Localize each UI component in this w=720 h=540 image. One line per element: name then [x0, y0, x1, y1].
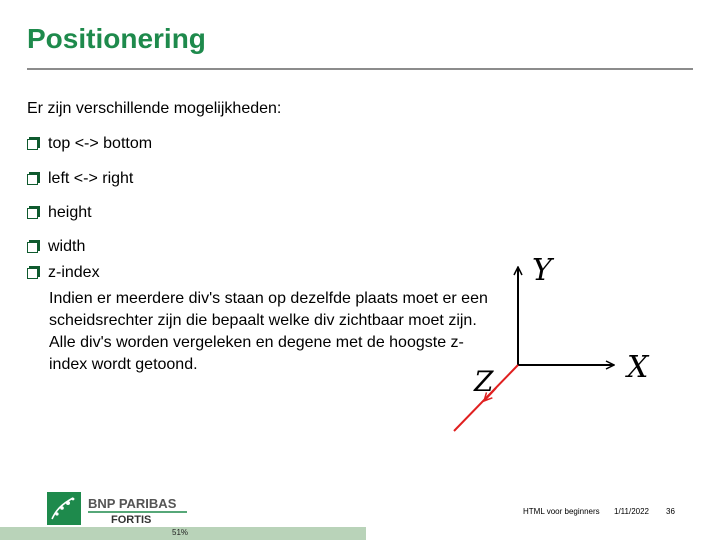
- svg-text:FORTIS: FORTIS: [111, 514, 152, 526]
- bullet-z-index: [27, 263, 100, 283]
- intro-text: Er zijn verschillende mogelijkheden:: [27, 100, 282, 117]
- zoom-level: 51%: [172, 528, 189, 537]
- z-axis-label: Z: [474, 365, 494, 398]
- y-axis-label: Y: [532, 253, 552, 288]
- checkbox-bullet-icon: [27, 206, 40, 219]
- footer-date: 1/11/2022: [614, 507, 649, 516]
- z-index-description: Indien er meerdere div's staan op dezelfde plaats moet er een scheidsrechter zijn die bepaalt welke div zichtbaar moet zijn. Alle div's worden vergeleken en degene met de hoogste z-index wordt getoond.: [49, 290, 488, 373]
- bullet-text: width: [48, 238, 86, 255]
- bullet-text: top <-> bottom: [48, 135, 153, 152]
- bullet-top-bottom: [27, 134, 152, 154]
- checkbox-bullet-icon: [27, 172, 40, 185]
- title-divider: [27, 68, 693, 70]
- bnp-paribas-fortis-logo: [47, 492, 197, 526]
- checkbox-bullet-icon: [27, 137, 40, 150]
- xyz-axes-diagram: [440, 245, 660, 440]
- checkbox-bullet-icon: [27, 240, 40, 253]
- checkbox-bullet-icon: [27, 266, 40, 279]
- svg-text:BNP PARIBAS: BNP PARIBAS: [88, 496, 177, 511]
- footer-title: HTML voor beginners: [523, 507, 600, 516]
- bullet-text: height: [48, 204, 92, 221]
- bullet-text: z-index: [48, 264, 100, 281]
- bullet-width: [27, 237, 85, 257]
- bullet-left-right: [27, 169, 133, 189]
- zoom-status-bar: [0, 527, 366, 540]
- x-axis-label: X: [627, 350, 649, 385]
- slide-title: Positionering: [27, 23, 206, 54]
- footer-page-number: 36: [666, 507, 675, 516]
- bullet-text: left <-> right: [48, 170, 134, 187]
- bullet-height: [27, 203, 92, 223]
